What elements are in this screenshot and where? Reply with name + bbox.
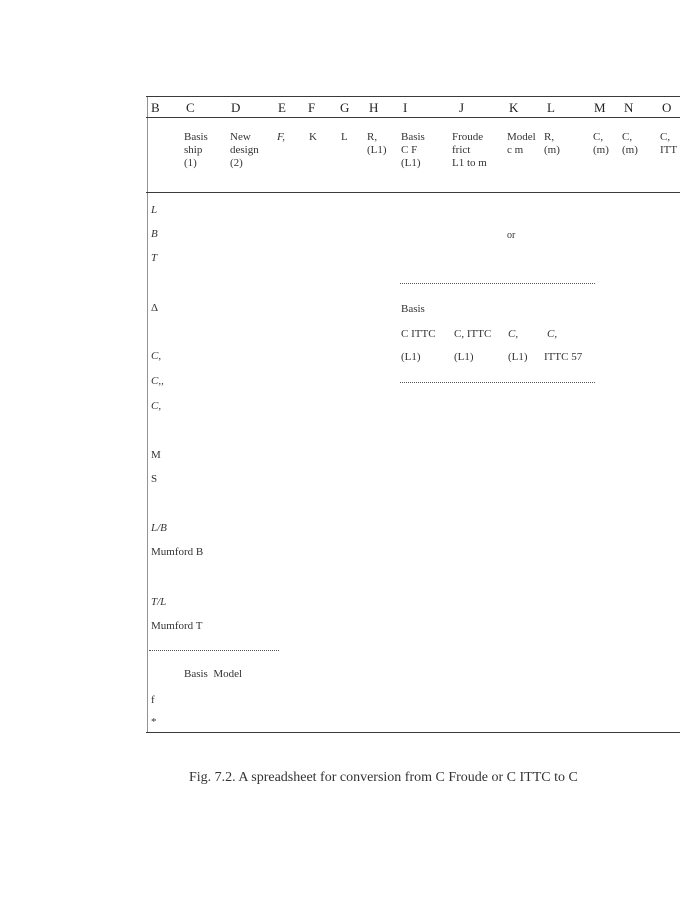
col-letter-n: N xyxy=(624,100,634,115)
cell-i-l1: (L1) xyxy=(401,351,421,363)
col-letter-e: E xyxy=(278,100,286,115)
table-bottom-rule xyxy=(146,732,680,733)
row-label-l: L xyxy=(151,204,158,216)
col-letter-l: L xyxy=(547,100,555,115)
header-bottom-rule xyxy=(146,192,680,193)
figure-caption: Fig. 7.2. A spreadsheet for conversion from C Froude or C ITTC to C xyxy=(189,770,578,785)
col-letter-d: D xyxy=(231,100,241,115)
header-basis-ship: Basis ship (1) xyxy=(184,131,208,169)
col-letter-g: G xyxy=(340,100,350,115)
col-letter-i: I xyxy=(403,100,408,115)
cell-j-ittc: C, ITTC xyxy=(454,328,492,340)
header-froude-frict: Froude frict L1 to m xyxy=(452,131,487,169)
col-letter-m: M xyxy=(594,100,606,115)
row-label-b: B xyxy=(151,228,158,240)
cell-l-c: C, xyxy=(547,328,558,340)
col-letter-f: F xyxy=(308,100,316,115)
col-letter-k: K xyxy=(509,100,519,115)
row-label-mumford-t: Mumford T xyxy=(151,620,203,632)
row-label-m: M xyxy=(151,449,161,461)
row-label-cb: C, xyxy=(151,350,162,362)
cell-k-l1: (L1) xyxy=(508,351,528,363)
row-label-cm: C,, xyxy=(151,375,164,387)
row-label-star: * xyxy=(151,716,157,728)
row-label-s: S xyxy=(151,473,158,485)
header-basis-cf: Basis C F (L1) xyxy=(401,131,425,169)
header-l: L xyxy=(341,131,348,143)
row-label-t: T xyxy=(151,252,158,264)
header-e: F, xyxy=(277,131,286,143)
header-c-m-2: C, (m) xyxy=(622,131,638,156)
col-letter-j: J xyxy=(459,100,465,115)
header-r-m: R, (m) xyxy=(544,131,560,156)
cell-basis-label: Basis xyxy=(401,303,425,315)
col-letter-b: B xyxy=(151,100,160,115)
header-model-cm: Model c m xyxy=(507,131,536,156)
row-label-mumford-b: Mumford B xyxy=(151,546,204,558)
letters-bottom-rule xyxy=(146,117,680,118)
dotted-line-basis-bottom xyxy=(400,382,595,383)
cell-basis-model: Basis Model xyxy=(184,668,243,680)
table-left-rule xyxy=(147,96,148,733)
cell-j-l1: (L1) xyxy=(454,351,474,363)
col-letter-h: H xyxy=(369,100,379,115)
cell-l-ittc57: ITTC 57 xyxy=(544,351,583,363)
row-label-f: f xyxy=(151,694,155,706)
table-top-rule xyxy=(146,96,680,97)
dotted-line-basis-top xyxy=(400,283,595,284)
dotted-line-basis-model xyxy=(149,650,279,651)
row-label-lb: L/B xyxy=(151,522,167,534)
header-c-ittc: C, ITT xyxy=(660,131,678,156)
cell-k-c: C, xyxy=(508,328,519,340)
cell-or: or xyxy=(507,230,516,241)
row-label-tl: T/L xyxy=(151,596,167,608)
row-label-delta: Δ xyxy=(151,302,159,314)
cell-i-ittc: C ITTC xyxy=(401,328,436,340)
row-label-cp: C, xyxy=(151,400,162,412)
col-letter-c: C xyxy=(186,100,195,115)
col-letter-o: O xyxy=(662,100,672,115)
header-new-design: New design (2) xyxy=(230,131,259,169)
header-k: K xyxy=(309,131,317,143)
header-c-m-1: C, (m) xyxy=(593,131,609,156)
header-r-l1: R, (L1) xyxy=(367,131,387,156)
